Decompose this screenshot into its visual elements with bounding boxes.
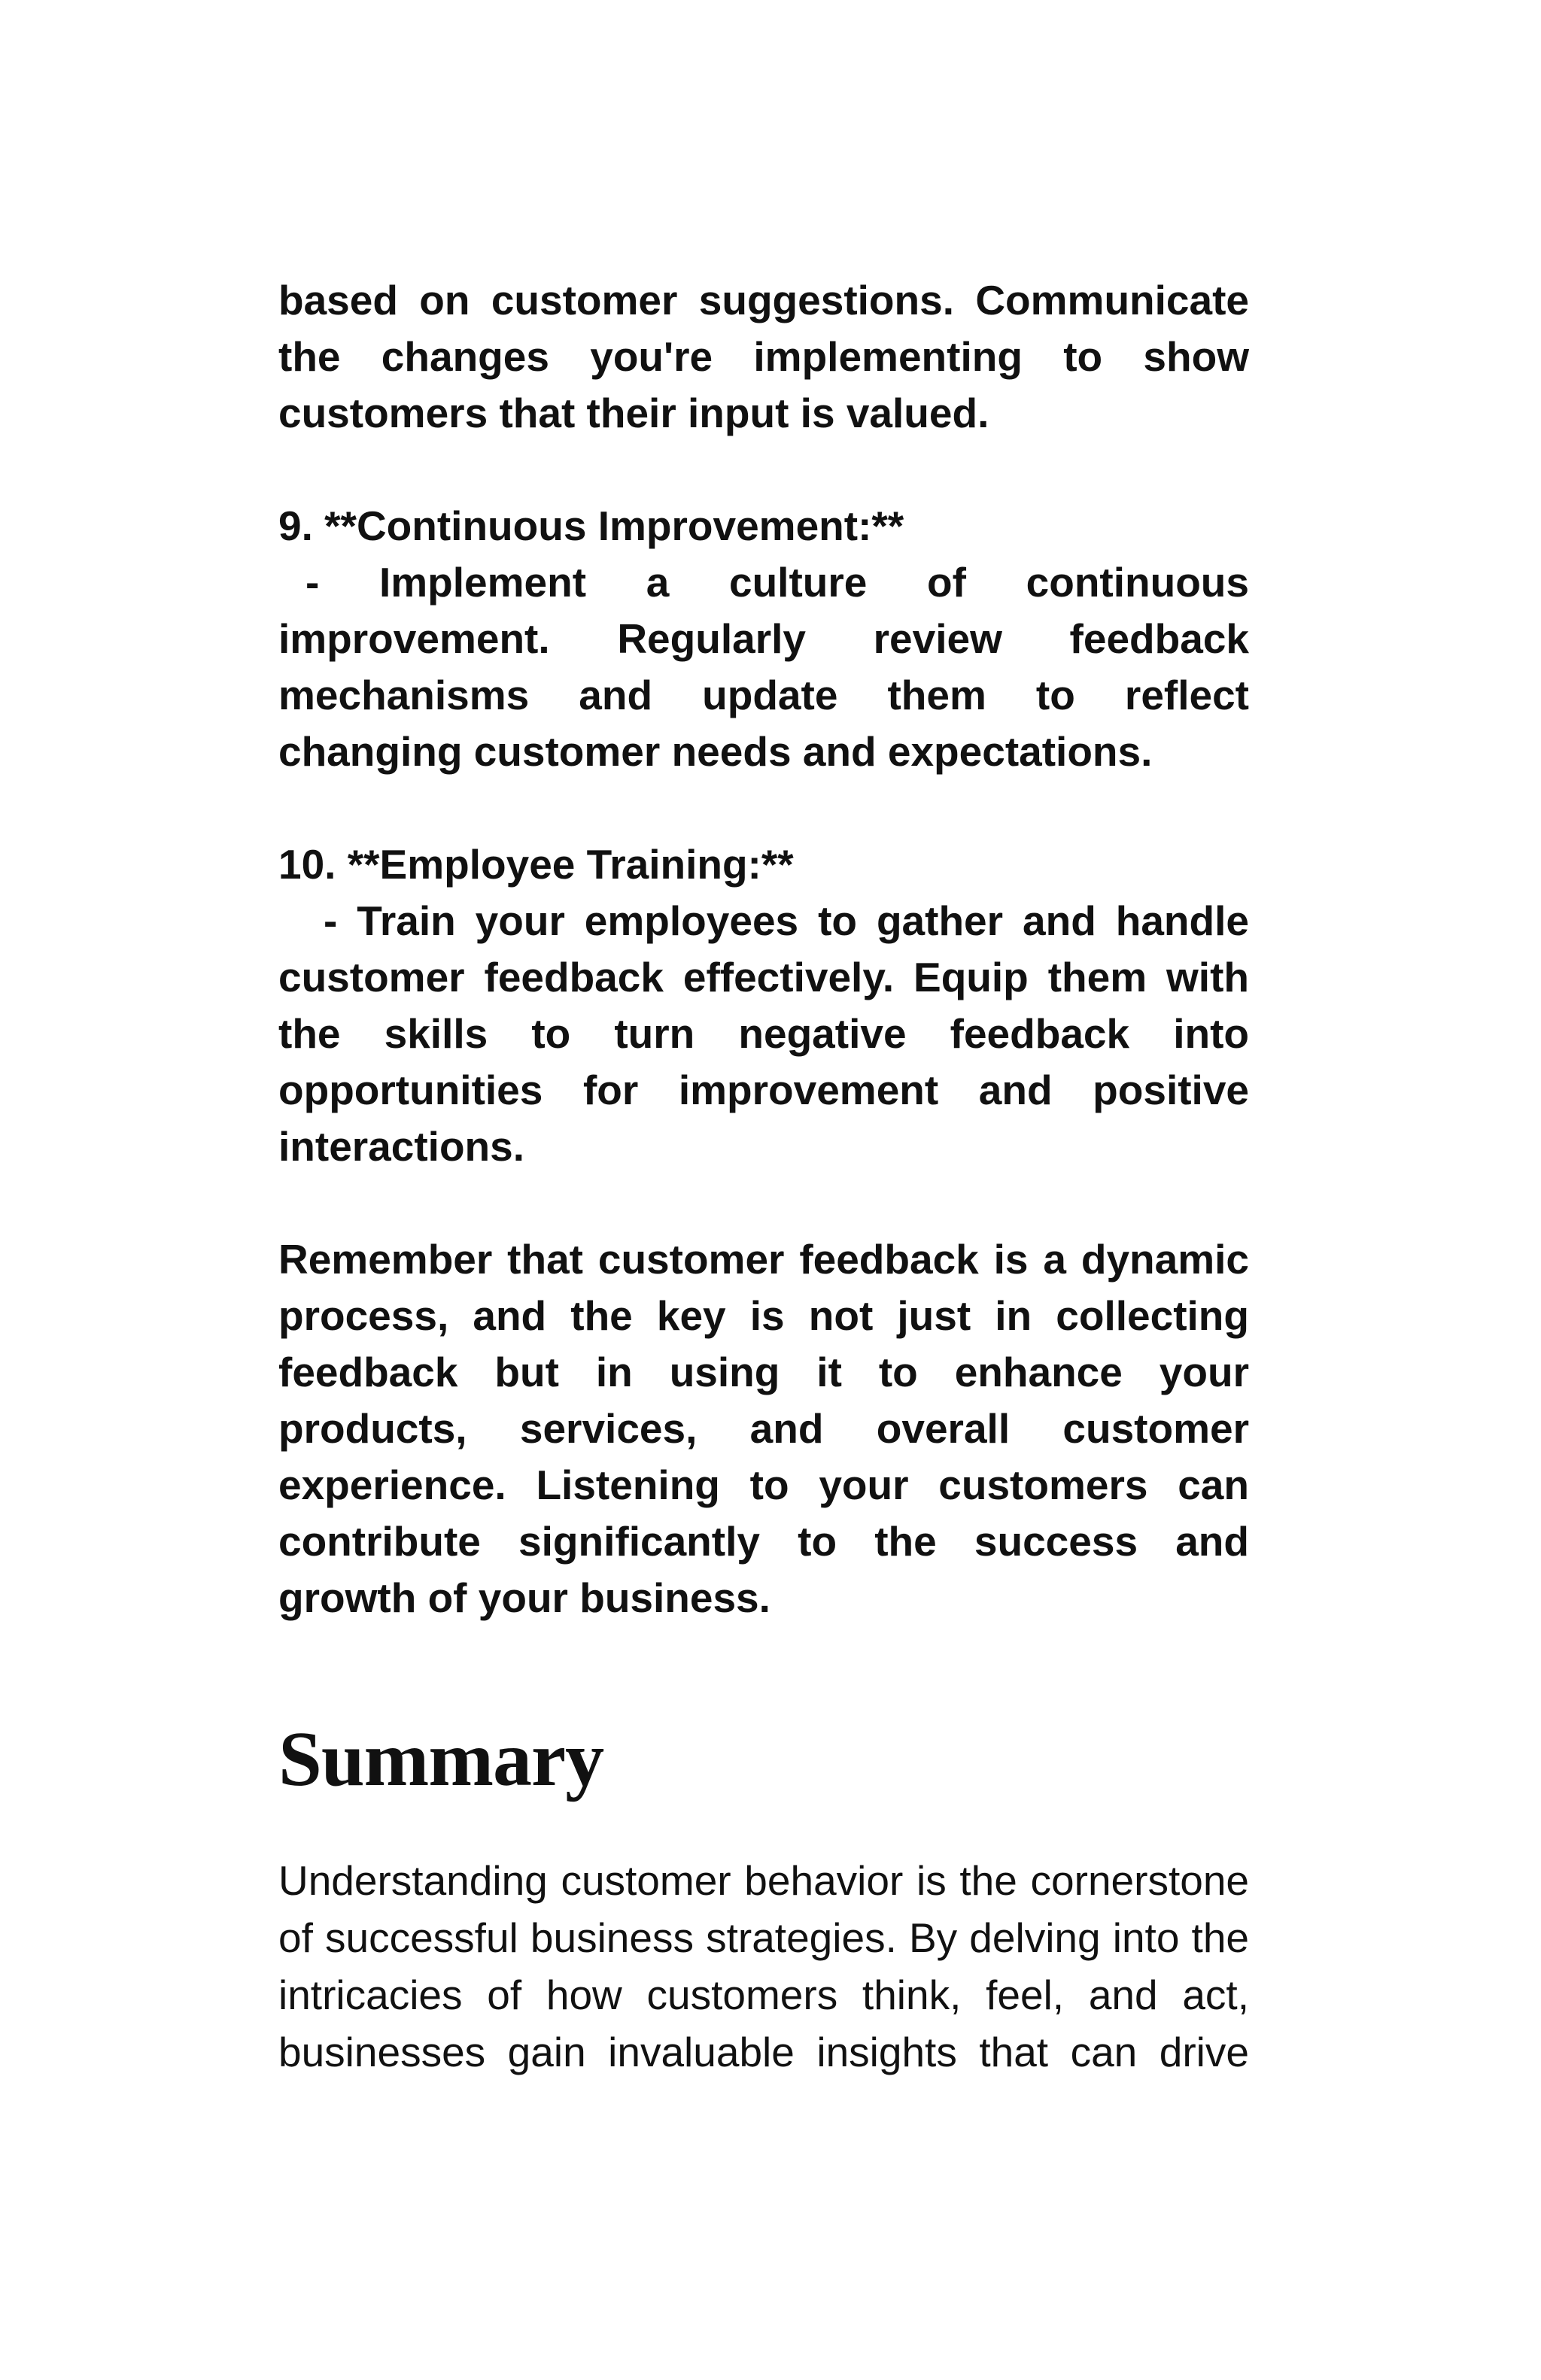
text-line: opportunities for improvement and positive [278, 1067, 1249, 1113]
paragraph-summary [278, 1852, 1249, 2081]
heading-gap [278, 1805, 1249, 1852]
paragraph-gap [278, 1175, 1249, 1231]
text-line: intricacies of how customers think, feel, and act, [278, 1972, 1249, 2018]
list-item-10-title [278, 836, 1249, 893]
text-line: experience. Listening to your customers can [278, 1462, 1249, 1508]
text-line: interactions. [278, 1123, 525, 1170]
list-item-9-body [278, 554, 1249, 780]
paragraph-closing [278, 1231, 1249, 1626]
paragraph-gap [278, 442, 1249, 498]
text-line: changing customer needs and expectations. [278, 728, 1153, 775]
text-line: improvement. Regularly review feedback [278, 615, 1249, 662]
section-gap [278, 1626, 1249, 1714]
paragraph-suggestions-continued [278, 272, 1249, 442]
text-line: customers that their input is valued. [278, 390, 989, 436]
section-heading-summary: Summary [278, 1716, 604, 1802]
text-line: of successful business strategies. By delving into the [278, 1914, 1249, 1961]
text-line: customer feedback effectively. Equip them with [278, 954, 1249, 1000]
text-line: businesses gain invaluable insights that can drive [278, 2029, 1249, 2075]
list-item-9-title [278, 498, 1249, 554]
text-line: mechanisms and update them to reflect [278, 672, 1249, 718]
text-line: products, services, and overall customer [278, 1405, 1249, 1452]
text-line: growth of your business. [278, 1574, 770, 1621]
text-line: the skills to turn negative feedback into [278, 1010, 1249, 1057]
text-line: process, and the key is not just in collecting [278, 1292, 1249, 1339]
text-line: contribute significantly to the success and [278, 1518, 1249, 1565]
text-line: Remember that customer feedback is a dynamic [278, 1236, 1249, 1283]
list-item-10-body [278, 893, 1249, 1175]
text-line: Understanding customer behavior is the cornerstone [278, 1857, 1249, 1904]
paragraph-gap [278, 780, 1249, 836]
text-line: 9. **Continuous Improvement:** [278, 502, 904, 549]
text-line: the changes you're implementing to show [278, 333, 1249, 380]
text-line: - Train your employees to gather and handle [324, 897, 1249, 944]
text-line: - Implement a culture of continuous [305, 559, 1249, 606]
page-content [278, 272, 1249, 2081]
text-line: based on customer suggestions. Communicate [278, 277, 1249, 323]
text-line: 10. **Employee Training:** [278, 841, 794, 888]
text-line: feedback but in using it to enhance your [278, 1349, 1249, 1395]
